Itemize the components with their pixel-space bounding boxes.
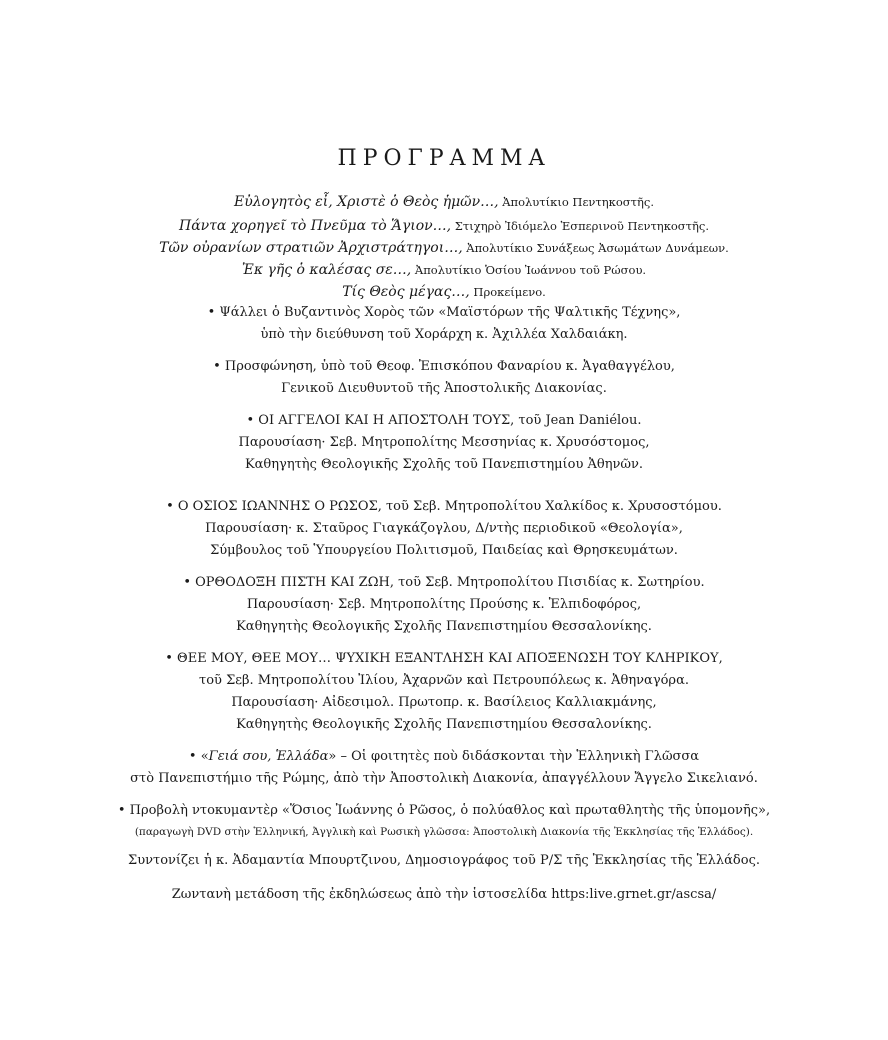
book3-presenter: Παρουσίαση· Σεβ. Μητροπολίτης Προύσης κ. Ἐλπιδοφόρος, — [246, 597, 642, 612]
documentary-line-1: • Προβολὴ ντοκυμαντὲρ «Ὅσιος Ἰωάννης ὁ Ρῶσος, ὁ πολύαθλος καὶ πρωταθλητὴς τῆς ὑπομονῆς», — [117, 803, 771, 818]
book4-author: τοῦ Σεβ. Μητροπολίτου Ἰλίου, Ἀχαρνῶν καὶ Πετρουπόλεως κ. Ἀθηναγόρα. — [199, 673, 689, 688]
moderator-line: Συντονίζει ἡ κ. Ἀδαμαντία Μπουρτζινου, Δημοσιογράφος τοῦ Ρ/Σ τῆς Ἐκκλησίας τῆς Ἑλλάδος. — [128, 853, 760, 868]
broadcast-line: Ζωντανὴ μετάδοση τῆς ἐκδηλώσεως ἀπὸ τὴν ἱστοσελίδα https:live.grnet.gr/ascsa/ — [171, 887, 717, 902]
book3-title: • ΟΡΘΟΔΟΞΗ ΠΙΣΤΗ ΚΑΙ ΖΩΗ, τοῦ Σεβ. Μητροπολίτου Πισιδίας κ. Σωτηρίου. — [183, 575, 705, 590]
address-line-2: Γενικοῦ Διευθυντοῦ τῆς Ἀποστολικῆς Διακονίας. — [281, 381, 607, 396]
hymn-line — [0, 192, 888, 213]
documentary-line-2: (παραγωγὴ DVD στὴν Ἑλληνική, Ἀγγλικὴ καὶ Ρωσικὴ γλῶσσα: Ἀποστολικὴ Διακονία τῆς Ἐκκλησίας τῆς Ἑλλάδος). — [134, 826, 754, 838]
hymn-line — [0, 216, 888, 237]
hymn-line — [0, 238, 888, 259]
hymn-description: Προκείμενο. — [469, 285, 546, 299]
book4-title: • ΘΕΕ ΜΟΥ, ΘΕΕ ΜΟΥ… ΨΥΧΙΚΗ ΕΞΑΝΤΛΗΣΗ ΚΑΙ ΑΠΟΞΕΝΩΣΗ ΤΟΥ ΚΛΗΡΙΚΟΥ, — [165, 651, 723, 666]
book1-title: • ΟΙ ΑΓΓΕΛΟΙ ΚΑΙ Η ΑΠΟΣΤΟΛΗ ΤΟΥΣ, τοῦ Jean Daniélou. — [246, 413, 642, 428]
book1-presenter: Παρουσίαση· Σεβ. Μητροπολίτης Μεσσηνίας κ. Χρυσόστομος, — [238, 435, 650, 450]
choir-line-2: ὑπὸ τὴν διεύθυνση τοῦ Χοράρχη κ. Ἀχιλλέα Χαλδαιάκη. — [260, 327, 628, 342]
hymn-description: Ἀπολυτίκιο Πεντηκοστῆς. — [498, 195, 654, 209]
students-line-2: στὸ Πανεπιστήμιο τῆς Ρώμης, ἀπὸ τὴν Ἀποστολικὴ Διακονία, ἀπαγγέλλουν Ἄγγελο Σικελιανό. — [130, 771, 758, 786]
hymn-incipit: Τίς Θεὸς μέγας…, — [342, 284, 470, 300]
book2-presenter-role: Σύμβουλος τοῦ Ὑπουργείου Πολιτισμοῦ, Παιδείας καὶ Θρησκευμάτων. — [210, 543, 678, 558]
book1-presenter-role: Καθηγητὴς Θεολογικῆς Σχολῆς τοῦ Πανεπιστημίου Ἀθηνῶν. — [244, 457, 644, 472]
book4-presenter: Παρουσίαση· Αἰδεσιμολ. Πρωτοπρ. κ. Βασίλειος Καλλιακμάνης, — [231, 695, 657, 710]
hymn-description: Ἀπολυτίκιο Ὁσίου Ἰωάννου τοῦ Ρώσου. — [411, 263, 647, 277]
program-title: ΠΡΟΓΡΑΜΜΑ — [337, 146, 551, 171]
students-prefix: • « — [188, 749, 209, 764]
hymn-line — [0, 260, 888, 281]
book4-presenter-role: Καθηγητὴς Θεολογικῆς Σχολῆς Πανεπιστημίου Θεσσαλονίκης. — [236, 717, 652, 732]
students-description: » – Οἱ φοιτητὲς ποὺ διδάσκονται τὴν Ἑλληνικὴ Γλῶσσα — [328, 749, 700, 764]
students-line-1 — [0, 747, 888, 767]
book2-presenter: Παρουσίαση· κ. Σταῦρος Γιαγκάζογλου, Δ/ντὴς περιοδικοῦ «Θεολογία», — [205, 521, 683, 536]
hymn-description: Στιχηρὸ Ἰδιόμελο Ἑσπερινοῦ Πεντηκοστῆς. — [451, 219, 710, 233]
students-poem-title: Γειά σου, Ἑλλάδα — [208, 749, 329, 764]
book2-title: • Ο ΟΣΙΟΣ ΙΩΑΝΝΗΣ Ο ΡΩΣΟΣ, τοῦ Σεβ. Μητροπολίτου Χαλκίδος κ. Χρυσοστόμου. — [166, 499, 722, 514]
hymn-incipit: Πάντα χορηγεῖ τὸ Πνεῦμα τὸ Ἅγιον…, — [178, 218, 452, 234]
choir-line-1: • Ψάλλει ὁ Βυζαντινὸς Χορὸς τῶν «Μαϊστόρων τῆς Ψαλτικῆς Τέχνης», — [207, 305, 681, 320]
hymn-description: Ἀπολυτίκιο Συνάξεως Ἀσωμάτων Δυνάμεων. — [462, 241, 729, 255]
hymn-line — [0, 282, 888, 303]
book3-presenter-role: Καθηγητὴς Θεολογικῆς Σχολῆς Πανεπιστημίου Θεσσαλονίκης. — [236, 619, 652, 634]
address-line-1: • Προσφώνηση, ὑπὸ τοῦ Θεοφ. Ἐπισκόπου Φαναρίου κ. Ἀγαθαγγέλου, — [213, 359, 675, 374]
hymn-incipit: Τῶν οὐρανίων στρατιῶν Ἀρχιστράτηγοι…, — [159, 240, 463, 256]
hymn-incipit: Ἐκ γῆς ὁ καλέσας σε…, — [241, 262, 412, 278]
hymn-incipit: Εὐλογητὸς εἶ, Χριστὲ ὁ Θεὸς ἡμῶν…, — [234, 194, 499, 210]
